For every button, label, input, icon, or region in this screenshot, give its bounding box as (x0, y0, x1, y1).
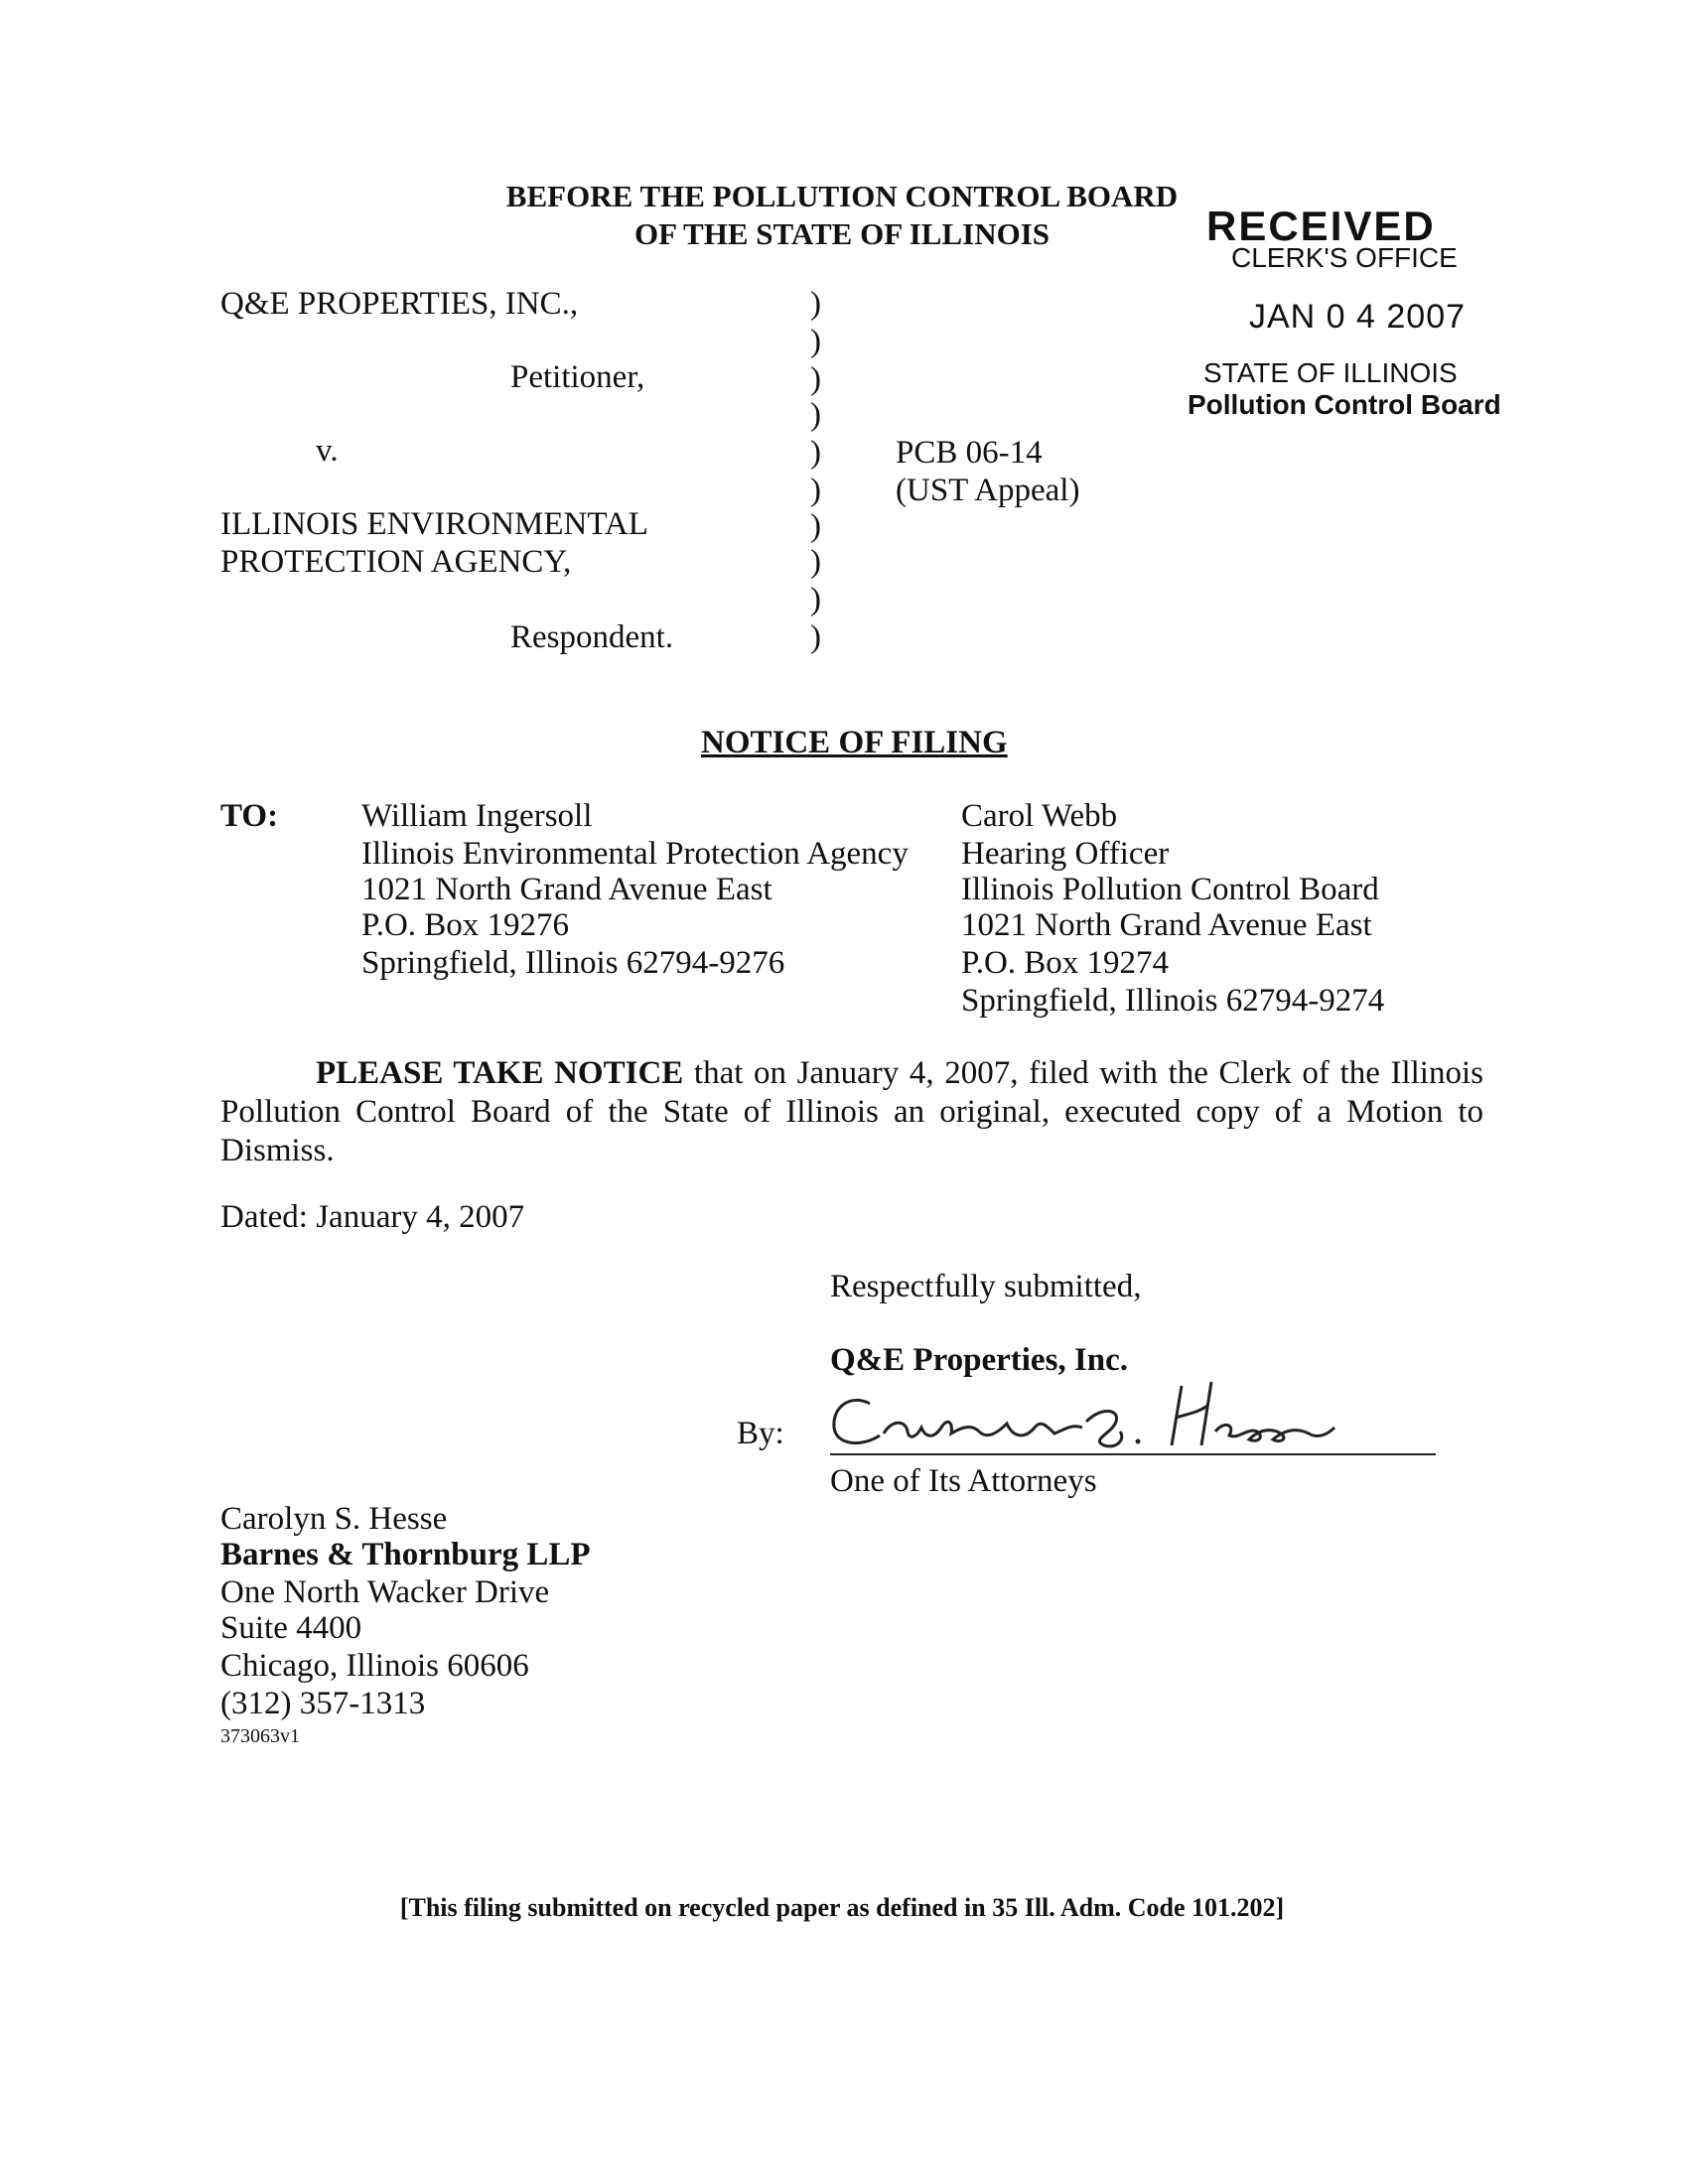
stamp-clerks-office: CLERK'S OFFICE (1231, 242, 1458, 273)
recipient-line: William Ingersoll (361, 798, 593, 834)
versus: v. (316, 433, 339, 469)
firm-phone: (312) 357-1313 (220, 1686, 426, 1721)
recipient-line: Hearing Officer (961, 836, 1170, 872)
handwritten-signature (822, 1376, 1378, 1455)
recipient-line: P.O. Box 19276 (361, 907, 570, 943)
document-id: 373063v1 (220, 1725, 300, 1747)
caption-paren: ) (810, 582, 821, 617)
recipient-line: Illinois Environmental Protection Agency (361, 836, 909, 872)
court-title-line1: BEFORE THE POLLUTION CONTROL BOARD (505, 179, 1179, 213)
recipient-line: Springfield, Illinois 62794-9274 (961, 983, 1385, 1019)
recipient-line: P.O. Box 19274 (961, 945, 1170, 981)
signature-line (830, 1453, 1436, 1455)
caption-paren: ) (810, 397, 821, 433)
caption-paren: ) (810, 324, 821, 359)
stamp-date: JAN 0 4 2007 (1249, 298, 1467, 336)
firm-address-line1: One North Wacker Drive (220, 1574, 550, 1610)
notice-lead: PLEASE TAKE NOTICE (316, 1055, 684, 1091)
caption-paren: ) (810, 508, 821, 544)
recipient-line: Illinois Pollution Control Board (961, 872, 1379, 907)
respectfully-submitted: Respectfully submitted, (830, 1269, 1142, 1304)
stamp-received-text: RECEIVED (1206, 203, 1436, 249)
respondent-name-line2: PROTECTION AGENCY, (220, 544, 572, 580)
caption-paren: ) (810, 286, 821, 322)
recipient-line: Carol Webb (961, 798, 1118, 834)
caption-paren: ) (810, 473, 821, 508)
stamp-state: STATE OF ILLINOIS (1203, 357, 1458, 388)
case-number: PCB 06-14 (896, 435, 1043, 471)
dated-line: Dated: January 4, 2007 (220, 1199, 525, 1235)
respondent-name-line1: ILLINOIS ENVIRONMENTAL (220, 506, 648, 542)
law-firm: Barnes & Thornburg LLP (220, 1537, 591, 1572)
caption-paren: ) (810, 361, 821, 397)
caption-paren: ) (810, 544, 821, 580)
caption-paren: ) (810, 435, 821, 471)
notice-text: that on January 4, 2007, filed with the Clerk of the Illinois Pollution Control Board of the State of Illinois an original, executed copy of a Motion to Dismiss. (220, 1055, 1483, 1168)
by-label: By: (737, 1416, 784, 1451)
caption-paren: ) (810, 619, 821, 655)
party-name: Q&E Properties, Inc. (830, 1342, 1129, 1378)
firm-address-line2: Suite 4400 (220, 1610, 362, 1646)
petitioner-role: Petitioner, (510, 359, 645, 395)
attorney-name: Carolyn S. Hesse (220, 1501, 448, 1537)
stamp-board: Pollution Control Board (1188, 389, 1501, 420)
to-label: TO: (220, 798, 279, 834)
petitioner-name: Q&E PROPERTIES, INC., (220, 286, 579, 322)
firm-city: Chicago, Illinois 60606 (220, 1648, 529, 1684)
case-type: (UST Appeal) (896, 473, 1080, 508)
recipient-line: 1021 North Grand Avenue East (361, 872, 772, 907)
recipient-line: Springfield, Illinois 62794-9276 (361, 945, 785, 981)
signer-role: One of Its Attorneys (830, 1463, 1097, 1499)
notice-paragraph (220, 1054, 1483, 1170)
respondent-role: Respondent. (510, 619, 674, 655)
recipient-line: 1021 North Grand Avenue East (961, 907, 1372, 943)
court-title-line2: OF THE STATE OF ILLINOIS (633, 216, 1051, 251)
recycled-paper-footer: [This filing submitted on recycled paper as defined in 35 Ill. Adm. Code 101.202] (399, 1893, 1285, 1922)
notice-title: NOTICE OF FILING (701, 725, 1008, 760)
